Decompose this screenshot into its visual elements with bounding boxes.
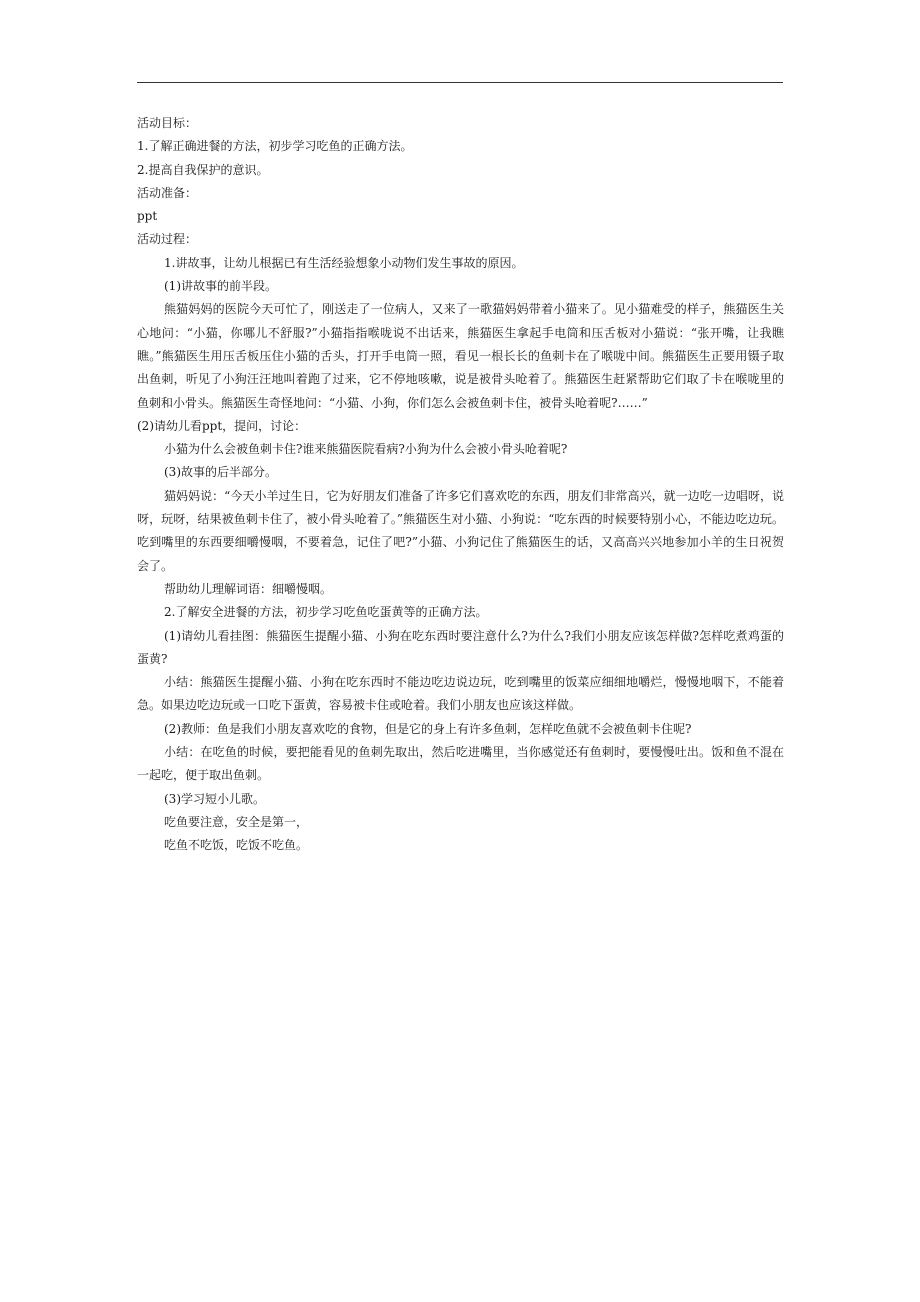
process-substep: (2)请幼儿看ppt，提问，讨论：: [137, 418, 307, 433]
process-substep: (2)教师：鱼是我们小朋友喜欢吃的食物，但是它的身上有许多鱼刺，怎样吃鱼就不会被鱼刺卡住呢?: [164, 721, 692, 736]
process-substep: (1)请幼儿看挂图：熊猫医生提醒小猫、小狗在吃东西时要注意什么?为什么?我们小朋友应该怎样做?怎样吃煮鸡蛋的蛋黄?: [137, 628, 784, 666]
discussion-questions: 小猫为什么会被鱼刺卡住?谁来熊猫医院看病?小狗为什么会被小骨头呛着呢?: [164, 442, 568, 457]
process-substep: (3)故事的后半部分。: [164, 465, 277, 480]
goal-item: 2.提高自我保护的意识。: [137, 162, 269, 177]
section-heading-preparation: 活动准备：: [137, 185, 198, 200]
story-paragraph: 熊猫妈妈的医院今天可忙了，刚送走了一位病人，又来了一歌猫妈妈带着小猫来了。见小猫难受的样子，熊猫医生关心地问：“小猫，你哪儿不舒服?”小猫指指喉咙说不出话来，熊猫医生拿起手电筒和压舌板对小猫说：“张开嘴，让我瞧瞧。”熊猫医生用压舌板压住小猫的舌头，打开手电筒一照，看见一根长长的鱼刺卡在了喉咙中间。熊猫医生正要用镊子取出鱼刺，听见了小狗汪汪地叫着跑了过来，它不停地咳嗽，说是被骨头呛着了。熊猫医生赶紧帮助它们取了卡在喉咙里的鱼刺和小骨头。熊猫医生奇怪地问：“小猫、小狗，你们怎么会被鱼刺卡住，被骨头呛着呢?……”: [137, 302, 784, 410]
rhyme-line: 吃鱼不吃饭，吃饭不吃鱼。: [164, 838, 309, 853]
summary-paragraph: 小结：熊猫医生提醒小猫、小狗在吃东西时不能边吃边说边玩，吃到嘴里的饭菜应细细地嚼烂，慢慢地咽下，不能着急。如果边吃边玩或一口吃下蛋黄，容易被卡住或呛着。我们小朋友也应该这样做。: [137, 675, 784, 713]
story-paragraph: 猫妈妈说：“今天小羊过生日，它为好朋友们准备了许多它们喜欢吃的东西，朋友们非常高兴，就一边吃一边唱呀，说呀，玩呀，结果被鱼刺卡住了，被小骨头呛着了。”熊猫医生对小猫、小狗说：“吃东西的时候要特别小心，不能边吃边玩。吃到嘴里的东西要细嚼慢咽，不要着急，记住了吧?”小猫、小狗记住了熊猫医生的话，又高高兴兴地参加小羊的生日祝贺会了。: [137, 488, 784, 573]
vocabulary-note: 帮助幼儿理解词语：细嚼慢咽。: [164, 581, 333, 596]
process-step: 1.讲故事，让幼儿根据已有生活经验想象小动物们发生事故的原因。: [164, 255, 524, 270]
goal-item: 1.了解正确进餐的方法，初步学习吃鱼的正确方法。: [137, 139, 413, 154]
preparation-item: ppt: [137, 209, 158, 224]
header-rule: [137, 82, 783, 83]
summary-paragraph: 小结：在吃鱼的时候，要把能看见的鱼刺先取出，然后吃进嘴里，当你感觉还有鱼刺时，要慢慢吐出。饭和鱼不混在一起吃，便于取出鱼刺。: [137, 745, 784, 783]
section-heading-process: 活动过程：: [137, 232, 198, 247]
rhyme-line: 吃鱼要注意，安全是第一，: [164, 814, 309, 829]
section-heading-goals: 活动目标：: [137, 116, 198, 130]
document-body: [137, 112, 784, 858]
process-substep: (1)讲故事的前半段。: [164, 279, 277, 294]
process-step: 2.了解安全进餐的方法，初步学习吃鱼吃蛋黄等的正确方法。: [164, 605, 488, 620]
process-substep: (3)学习短小儿歌。: [164, 791, 265, 806]
